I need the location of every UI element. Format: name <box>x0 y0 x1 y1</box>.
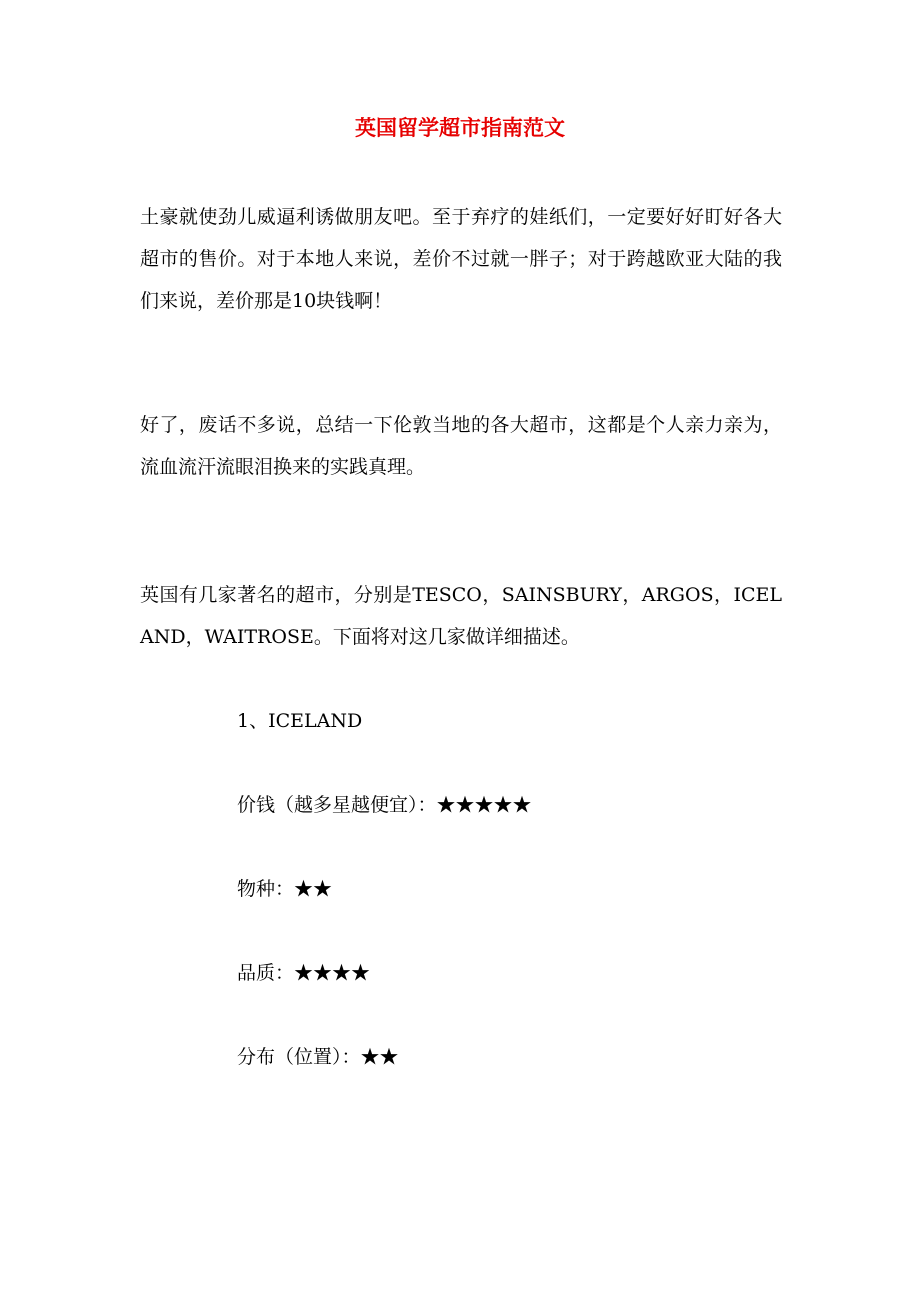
rating-variety-stars: ★★ <box>294 878 333 900</box>
rating-quality-label: 品质： <box>237 962 295 984</box>
rating-variety-label: 物种： <box>237 878 295 900</box>
document-title: 英国留学超市指南范文 <box>355 115 565 140</box>
rating-quality <box>237 957 370 989</box>
rating-location <box>237 1041 399 1073</box>
paragraph-summary: 好了，废话不多说，总结一下伦敦当地的各大超市，这都是个人亲力亲为，流血流汗流眼泪换来的实践真理。 <box>140 414 782 478</box>
rating-quality-stars: ★★★★ <box>294 962 371 984</box>
rating-location-label: 分布（位置）： <box>237 1046 361 1068</box>
rating-price-stars: ★★★★★ <box>436 794 532 816</box>
rating-price <box>237 789 532 821</box>
paragraph-intro: 土豪就使劲儿威逼利诱做朋友吧。至于弃疗的娃纸们，一定要好好盯好各大超市的售价。对于本地人来说，差价不过就一胖子；对于跨越欧亚大陆的我们来说，差价那是10块钱啊！ <box>140 206 782 312</box>
paragraph-supermarket-list: 英国有几家著名的超市，分别是TESCO，SAINSBURY，ARGOS，ICELAND，WAITROSE。下面将对这几家做详细描述。 <box>140 584 782 648</box>
rating-location-stars: ★★ <box>360 1046 399 1068</box>
rating-price-label: 价钱（越多星越便宜）： <box>237 794 437 816</box>
rating-variety <box>237 873 332 905</box>
section-heading-iceland: 1、ICELAND <box>237 710 363 732</box>
